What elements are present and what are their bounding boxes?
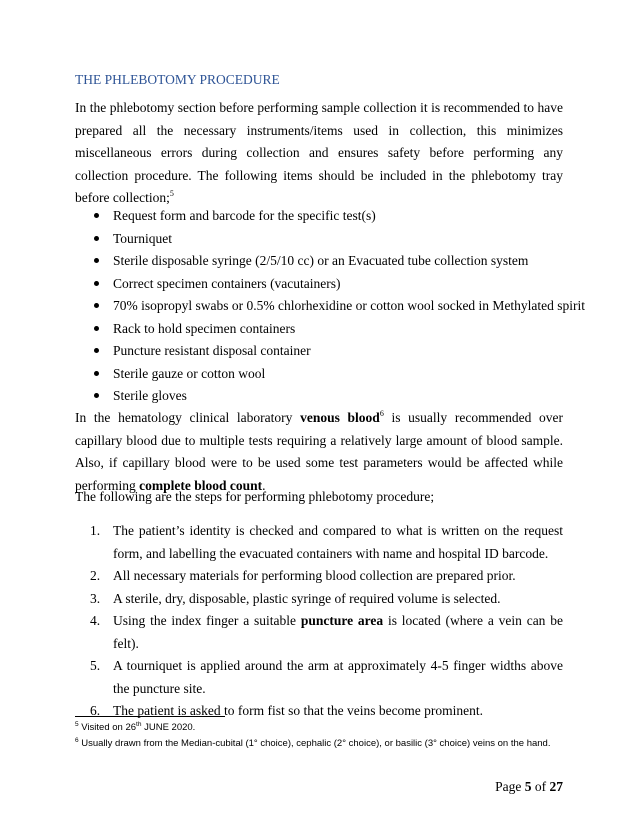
step-item: 4. Using the index finger a suitable puncture area is located (where a vein can be felt). (90, 610, 563, 655)
bullet-icon (94, 371, 99, 376)
step-item: 3. A sterile, dry, disposable, plastic syringe of required volume is selected. (90, 588, 563, 611)
step-item: 5. A tourniquet is applied around the arm at approximately 4-5 finger widths above the puncture site. (90, 655, 563, 700)
bullet-icon (94, 303, 99, 308)
step-number: 6. (90, 703, 101, 718)
list-item: Sterile gauze or cotton wool (90, 363, 585, 386)
bullet-icon (94, 326, 99, 331)
list-item: Request form and barcode for the specific test(s) (90, 205, 585, 228)
step-number: 5. (90, 658, 101, 673)
step-number: 3. (90, 590, 101, 606)
step-number: 4. (90, 613, 101, 628)
list-item: Rack to hold specimen containers (90, 318, 585, 341)
list-item: 70% isopropyl swabs or 0.5% chlorhexidine or cotton wool socked in Methylated spirit (90, 295, 585, 318)
page-number: Page 5 of 27 (495, 779, 563, 794)
step-item: 2. All necessary materials for performing blood collection are prepared prior. (90, 565, 563, 588)
venous-blood-paragraph: In the hematology clinical laboratory venous blood$^6$ is usually recommended over capillary blood due to multiple tests requiring a relatively large amount of blood sample. Also, if capillary blood were to be used some test parameters would be affected while performing complete blood count. (75, 409, 563, 493)
puncture-area-term: puncture area (300, 613, 384, 628)
step-number: 1. (90, 523, 101, 538)
bullet-icon (94, 236, 99, 241)
section-heading: THE PHLEBOTOMY PROCEDURE (75, 72, 280, 87)
bullet-icon (94, 393, 99, 398)
tray-items-list (90, 205, 585, 408)
bullet-icon (94, 213, 99, 218)
list-item: Puncture resistant disposal container (90, 340, 585, 363)
complete-blood-count-term: complete blood count (139, 477, 263, 493)
procedure-steps-list (90, 520, 563, 723)
footnote-ref-5[interactable]: 5 (169, 189, 174, 198)
list-item: Sterile disposable syringe (2/5/10 cc) or an Evacuated tube collection system (90, 250, 585, 273)
venous-blood-term: venous blood (300, 410, 380, 425)
footnote-6: $^6$ Usually drawn from the Median-cubital (1° choice), cephalic (2° choice), or basilic (3° choice) veins on the hand. (75, 737, 551, 749)
bullet-icon (94, 258, 99, 263)
list-item: Sterile gloves (90, 385, 585, 408)
intro-text: In the phlebotomy section before performing sample collection it is recommended to have prepared all the necessary instruments/items used in collection, this minimizes miscellaneous errors during collection and ensures safety before performing any collection procedure. The following items should be included in the phlebotomy tray before collection; (75, 100, 563, 205)
list-item: Tourniquet (90, 228, 585, 251)
step-item: 6. The patient is asked to form fist so that the veins become prominent. (90, 700, 563, 723)
list-item: Correct specimen containers (vacutainers) (90, 273, 585, 296)
bullet-icon (94, 348, 99, 353)
step-number: 2. (90, 568, 101, 583)
steps-intro: The following are the steps for performing phlebotomy procedure; (75, 489, 435, 504)
footnote-ref-6[interactable]: 6 (379, 409, 384, 418)
footnote-5: $^5$ Visited on 26th JUNE 2020. (75, 721, 196, 733)
step-item: 1. The patient’s identity is checked and compared to what is written on the request form, and labelling the evacuated containers with name and hospital ID barcode. (90, 520, 563, 565)
footnote-separator (75, 716, 225, 717)
bullet-icon (94, 281, 99, 286)
intro-paragraph (75, 97, 563, 210)
